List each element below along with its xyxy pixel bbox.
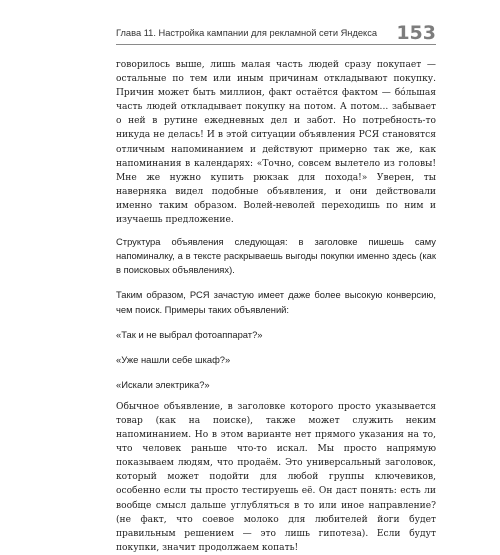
spacer <box>116 367 436 378</box>
paragraph-intro: говорилось выше, лишь малая часть людей сразу покупает — остальные по тем или иным причинам откладывают покупку. Причин может быть миллион, факт остаётся фактом — бóльшая часть людей откладывает покупку на потом. А потом... забывает о ней в рутине ежедневных дел и забот. Но потребность-то никуда не делась! И в этой ситуации объявления РСЯ становятся отличным напоминанием и действуют примерно так же, как напоминания в календарях: «Точно, совсем вылетело из головы! Мне же нужно купить рюкзак для похода!» Уверен, ты наверняка видел подобные объявления, и они действовали именно таким образом. Волей-неволей переходишь по ним и изучаешь предложение. <box>116 60 436 226</box>
paragraph-conversion: Таким образом, РСЯ зачастую имеет даже более высокую конверсию, чем поиск. Примеры таких объявлений: <box>116 289 436 315</box>
page-header <box>116 24 436 51</box>
paragraph-structure: Структура объявления следующая: в заголовке пишешь саму напоминалку, а в тексте раскрываешь выгоды покупки именно здесь (как в поисковых объявлениях). <box>116 236 436 276</box>
spacer <box>116 317 436 328</box>
page-number: 153 <box>396 22 436 44</box>
example-ad-2: «Уже нашли себе шкаф?» <box>116 353 231 365</box>
example-ad-1: «Так и не выбрал фотоаппарат?» <box>116 328 263 340</box>
spacer <box>116 342 436 353</box>
paragraph-universal-headline: Обычное объявление, в заголовке которого просто указывается товар (как на поиске), также может служить неким напоминанием. Но в этом варианте нет прямого указания на то, что человек раньше что-то искал. Мы просто напрямую показываем людям, что продаём. Это универсальный заголовок, который может подойти для любой группы ключевиков, особенно если ты просто тестируешь её. Он даст понять: есть ли вообще смысл дальше углубляться в то или иное направление? (не факт, что соевое молоко для любителей йоги будет правильным решением — это лишь гипотеза). Если будут покупки, значит продолжаем копать! <box>116 401 436 553</box>
running-title: Глава 11. Настройка кампании для рекламной сети Яндекса <box>116 28 378 38</box>
spacer <box>116 227 436 235</box>
spacer <box>116 277 436 288</box>
example-ad-3: «Искали электрика?» <box>116 378 210 390</box>
page-body <box>116 58 436 555</box>
spacer <box>116 392 436 400</box>
header-rule <box>116 44 436 45</box>
